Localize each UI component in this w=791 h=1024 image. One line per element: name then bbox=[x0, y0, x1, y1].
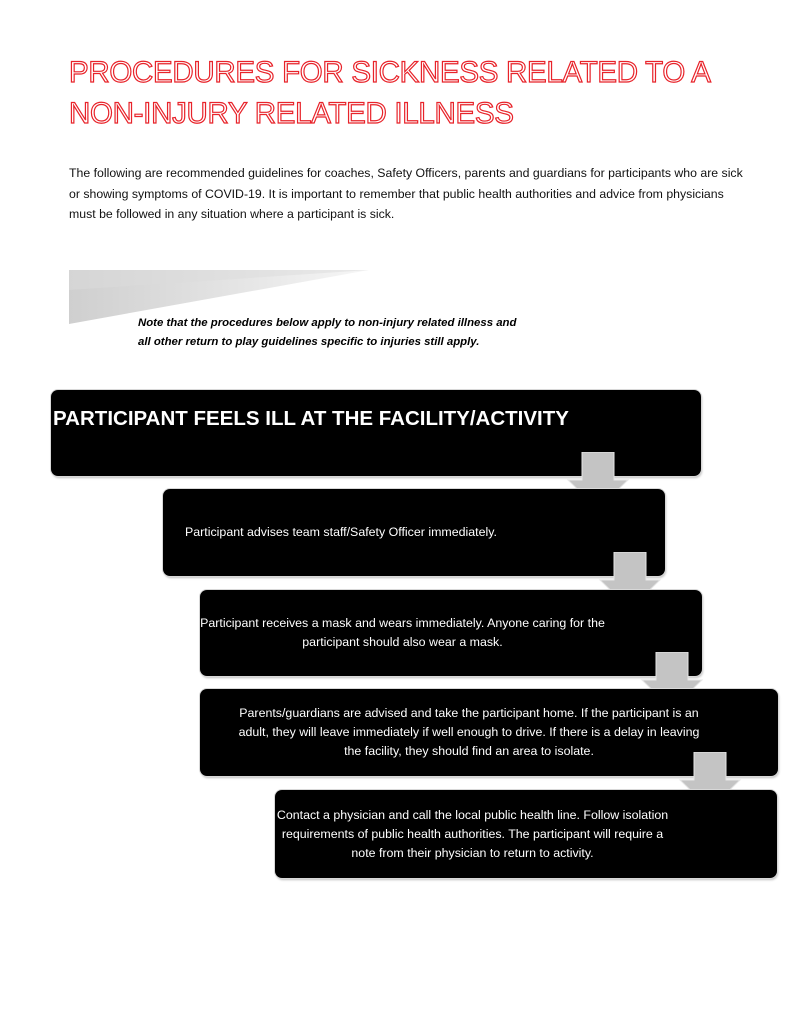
flow-step-2-text: Participant advises team staff/Safety Officer immediately. bbox=[185, 525, 497, 539]
page-title-line-2: NON-INJURY RELATED ILLNESS bbox=[69, 97, 514, 130]
page-title-line-1: PROCEDURES FOR SICKNESS RELATED TO A bbox=[69, 56, 711, 89]
flow-step-2 bbox=[163, 489, 665, 576]
flow-step-4-text: Parents/guardians are advised and take the participant home. If the participant is an adult, they will leave immediately if well enough to drive. If there is a delay in leaving the facility, they should find an area to isolate. bbox=[238, 706, 700, 758]
flow-step-3-text: Participant receives a mask and wears immediately. Anyone caring for the participant should also wear a mask. bbox=[200, 616, 605, 649]
page-title bbox=[69, 52, 749, 134]
flow-step-1-text: PARTICIPANT FEELS ILL AT THE FACILITY/ACTIVITY bbox=[53, 407, 569, 430]
note-text: Note that the procedures below apply to non-injury related illness and all other return to play guidelines specific to injuries still apply. bbox=[138, 317, 517, 348]
flow-step-5 bbox=[275, 790, 777, 878]
flow-step-5-text: Contact a physician and call the local public health line. Follow isolation requirements of public health authorities. The participant will require a note from their physician to return to activity. bbox=[276, 807, 669, 860]
intro-paragraph: The following are recommended guidelines for coaches, Safety Officers, parents and guardians for participants who are sick or showing symptoms of COVID-19. It is important to remember that public health authorities and advice from physicians must be followed in any situation where a participant is sick. bbox=[69, 166, 743, 221]
flow-step-3 bbox=[200, 590, 702, 676]
